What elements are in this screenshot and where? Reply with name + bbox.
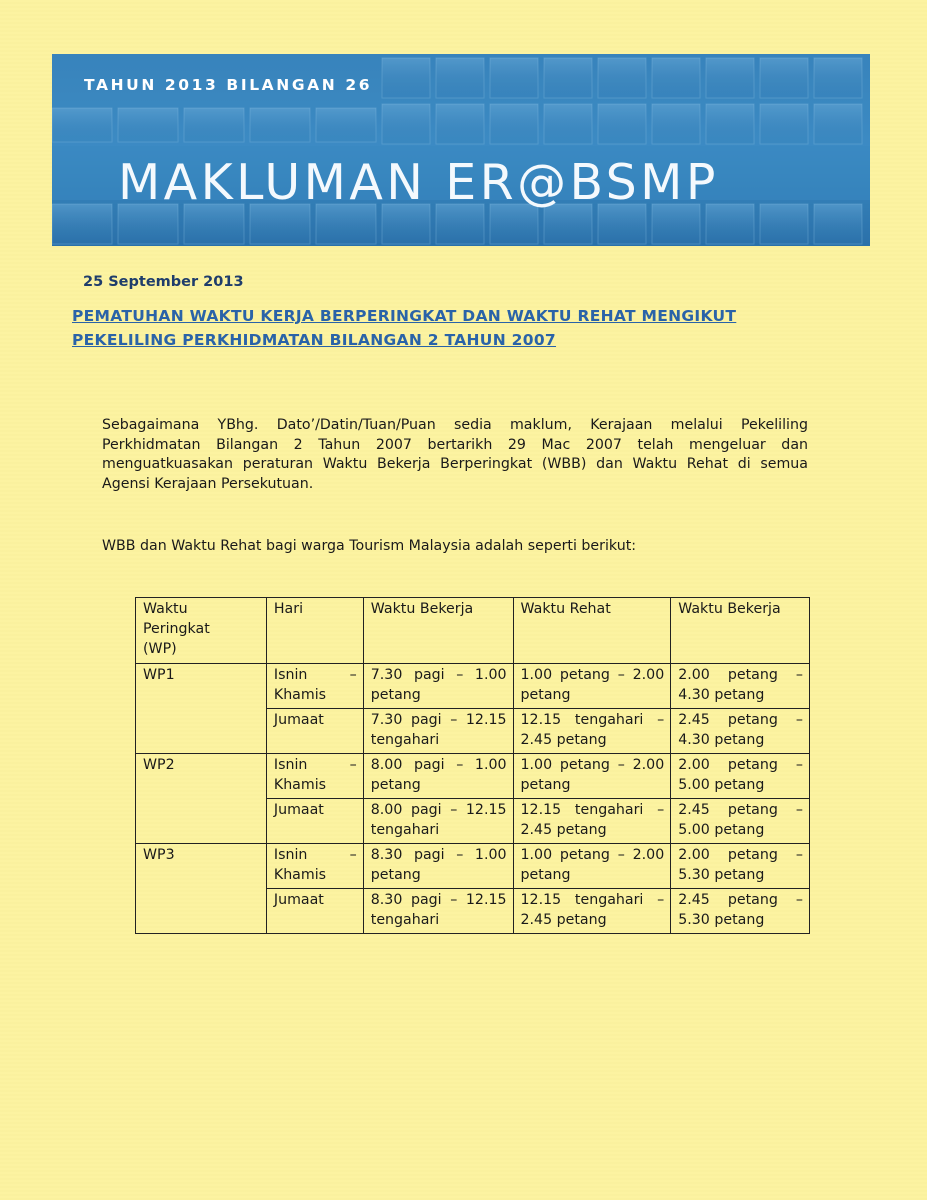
work-time-cell: 2.00 petang – 5.00 petang	[671, 754, 810, 799]
hari-dash: –	[349, 847, 357, 863]
rest-time-cell: 12.15 tengahari – 2.45 petang	[513, 799, 671, 844]
work-time-cell: 7.30 pagi – 12.15 tengahari	[363, 709, 513, 754]
document-headline	[72, 304, 840, 352]
header-cell: Waktu Bekerja	[363, 598, 513, 664]
work-time-cell: 2.00 petang – 5.30 petang	[671, 844, 810, 889]
hari-cell	[266, 754, 363, 799]
hari-end: Khamis	[273, 687, 327, 703]
work-time-cell: 2.45 petang – 5.00 petang	[671, 799, 810, 844]
work-time-cell: 8.30 pagi – 1.00 petang	[363, 844, 513, 889]
work-time-cell: 2.45 petang – 5.30 petang	[671, 889, 810, 934]
header-banner	[52, 54, 870, 246]
rest-time-cell: 1.00 petang – 2.00 petang	[513, 844, 671, 889]
rest-time-cell: 12.15 tengahari – 2.45 petang	[513, 889, 671, 934]
hari-dash: –	[349, 757, 357, 773]
wp-cell: WP2	[136, 754, 267, 844]
rest-time-cell: 12.15 tengahari – 2.45 petang	[513, 709, 671, 754]
rest-time-cell: 1.00 petang – 2.00 petang	[513, 754, 671, 799]
header-cell: Hari	[266, 598, 363, 664]
publication-date: 25 September 2013	[83, 274, 244, 290]
schedule-table	[135, 597, 810, 934]
table-row	[136, 844, 810, 889]
header-cell: Waktu Bekerja	[671, 598, 810, 664]
headline-line-1: PEMATUHAN WAKTU KERJA BERPERINGKAT DAN WAKTU REHAT MENGIKUT	[72, 307, 737, 325]
table-row	[136, 664, 810, 709]
hari-dash: –	[349, 667, 357, 683]
rest-time-cell: 1.00 petang – 2.00 petang	[513, 664, 671, 709]
hari-cell	[266, 844, 363, 889]
work-time-cell: 8.00 pagi – 1.00 petang	[363, 754, 513, 799]
table-row	[136, 754, 810, 799]
hari-cell	[266, 664, 363, 709]
table-header-row	[136, 598, 810, 664]
work-time-cell: 2.00 petang – 4.30 petang	[671, 664, 810, 709]
work-time-cell: 8.00 pagi – 12.15 tengahari	[363, 799, 513, 844]
hari-start: Isnin	[273, 667, 308, 683]
hari-start: Isnin	[273, 847, 308, 863]
hari-start: Isnin	[273, 757, 308, 773]
table-intro-paragraph: WBB dan Waktu Rehat bagi warga Tourism Malaysia adalah seperti berikut:	[102, 538, 637, 554]
wp-cell: WP1	[136, 664, 267, 754]
header-cell: Waktu Rehat	[513, 598, 671, 664]
hari-end: Khamis	[273, 867, 327, 883]
hari-cell: Jumaat	[266, 889, 363, 934]
hari-cell: Jumaat	[266, 799, 363, 844]
intro-paragraph: Sebagaimana YBhg. Dato’/Datin/Tuan/Puan sedia maklum, Kerajaan melalui Pekeliling Perkhidmatan Bilangan 2 Tahun 2007 bertarikh 29 Mac 2007 telah mengeluar dan menguatkuasakan peraturan Waktu Bekerja Berperingkat (WBB) dan Waktu Rehat di semua Agensi Kerajaan Persekutuan.	[102, 417, 808, 492]
work-time-cell: 8.30 pagi – 12.15 tengahari	[363, 889, 513, 934]
issue-label: TAHUN 2013 BILANGAN 26	[84, 76, 373, 94]
headline-line-2: PEKELILING PERKHIDMATAN BILANGAN 2 TAHUN 2007	[72, 331, 557, 349]
wp-cell: WP3	[136, 844, 267, 934]
work-time-cell: 2.45 petang – 4.30 petang	[671, 709, 810, 754]
banner-title: MAKLUMAN ER@BSMP	[118, 154, 719, 211]
work-time-cell: 7.30 pagi – 1.00 petang	[363, 664, 513, 709]
hari-cell: Jumaat	[266, 709, 363, 754]
hari-end: Khamis	[273, 777, 327, 793]
header-cell: Waktu Peringkat (WP)	[136, 598, 267, 664]
